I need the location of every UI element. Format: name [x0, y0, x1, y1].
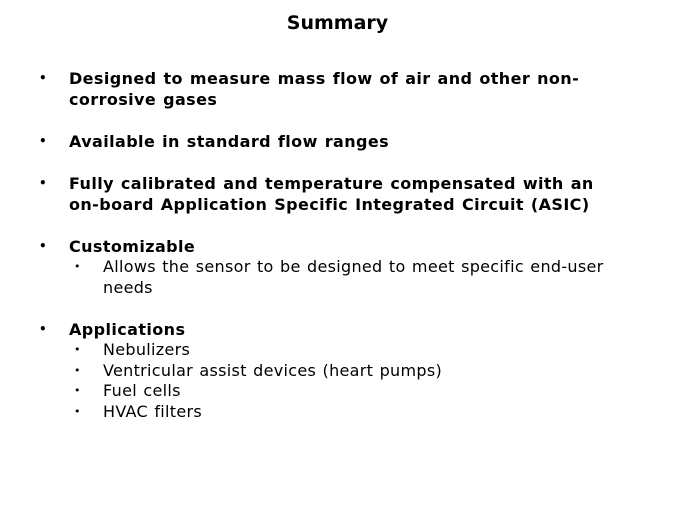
- bullet-text: Fully calibrated and temperature compensated with an on-board Application Specific Integrated Circuit (ASIC): [69, 174, 594, 214]
- sub-bullet-icon: •: [74, 260, 81, 273]
- sub-bullet-text: Ventricular assist devices (heart pumps): [103, 360, 443, 380]
- bullet-icon: •: [39, 176, 48, 190]
- sub-bullet-item: [69, 340, 623, 361]
- bullet-list: [0, 68, 675, 422]
- bullet-item: [0, 319, 609, 422]
- sub-bullet-text: Fuel cells: [103, 381, 181, 400]
- sub-bullet-list: [69, 340, 609, 422]
- bullet-icon: •: [39, 239, 48, 253]
- bullet-text: Designed to measure mass flow of air and other non-corrosive gases: [69, 69, 580, 109]
- slide-title: Summary: [286, 12, 389, 34]
- bullet-item: [0, 131, 609, 152]
- sub-bullet-icon: •: [74, 384, 81, 397]
- sub-bullet-text: Nebulizers: [103, 340, 191, 359]
- bullet-text: Applications: [69, 320, 186, 339]
- sub-bullet-item: [69, 381, 623, 402]
- sub-bullet-icon: •: [74, 404, 81, 418]
- sub-bullet-icon: •: [74, 343, 81, 356]
- sub-bullet-item: [69, 361, 623, 382]
- sub-bullet-item: [69, 402, 623, 423]
- sub-bullet-text: HVAC filters: [103, 401, 203, 421]
- bullet-icon: •: [39, 322, 48, 336]
- sub-bullet-item: [69, 257, 623, 298]
- bullet-text: Available in standard flow ranges: [69, 132, 390, 151]
- bullet-item: [0, 236, 609, 298]
- sub-bullet-icon: •: [74, 363, 81, 377]
- bullet-item: [0, 68, 609, 110]
- bullet-item: [0, 173, 609, 215]
- bullet-icon: •: [39, 134, 48, 148]
- sub-bullet-list: [69, 257, 609, 298]
- bullet-text: Customizable: [69, 237, 196, 256]
- bullet-icon: •: [39, 71, 48, 85]
- sub-bullet-text: Allows the sensor to be designed to meet specific end-user needs: [103, 257, 604, 297]
